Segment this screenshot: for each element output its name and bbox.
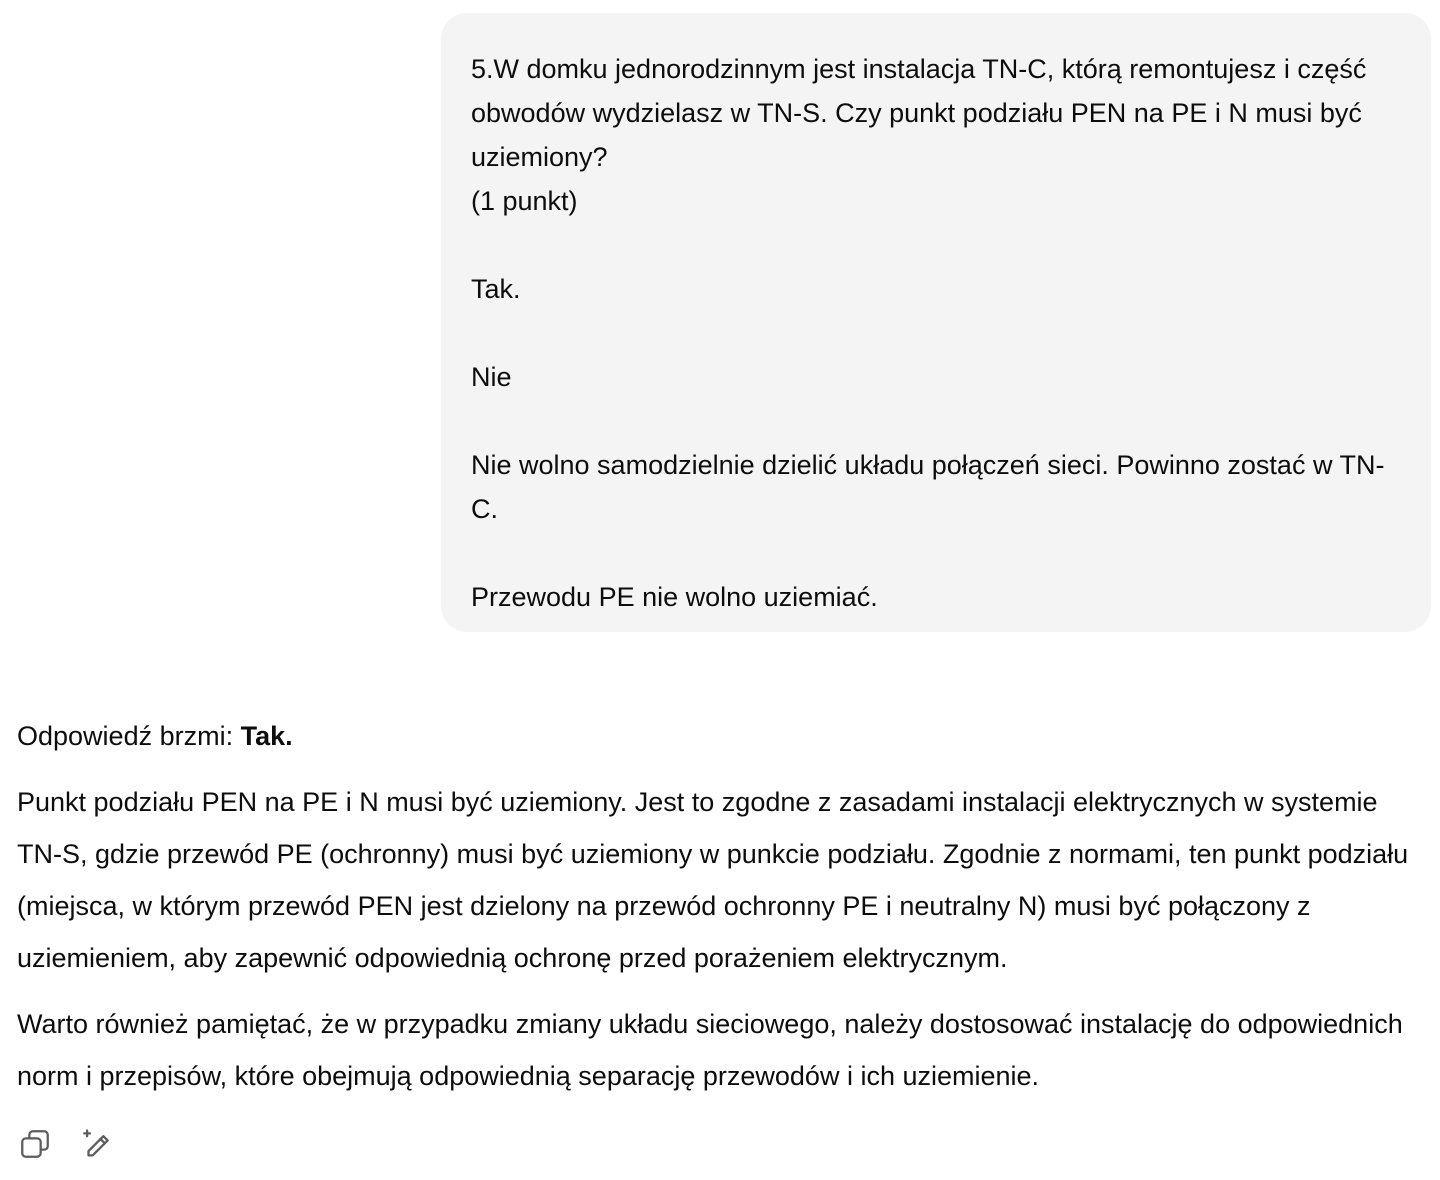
assistant-message [17, 710, 1417, 1102]
assistant-paragraph-2: Warto również pamiętać, że w przypadku zmiany układu sieciowego, należy dostosować instalację do odpowiednich norm i przepisów, które obejmują odpowiednią separację przewodów i ich uziemienie. [17, 1009, 1403, 1091]
user-message-points: (1 punkt) [471, 186, 578, 216]
assistant-answer-intro [17, 710, 1417, 762]
user-message-option-3: Nie wolno samodzielnie dzielić układu połączeń sieci. Powinno zostać w TN-C. [471, 450, 1385, 524]
message-actions [17, 1126, 115, 1162]
user-message-question: 5.W domku jednorodzinnym jest instalacja TN-C, którą remontujesz i część obwodów wydzielasz w TN-S. Czy punkt podziału PEN na PE i N musi być uziemiony? [471, 54, 1374, 172]
user-message-option-4: Przewodu PE nie wolno uziemiać. [471, 582, 878, 612]
user-message-option-2: Nie [471, 362, 512, 392]
assistant-paragraph-1: Punkt podziału PEN na PE i N musi być uziemiony. Jest to zgodne z zasadami instalacji elektrycznych w systemie TN-S, gdzie przewód PE (ochronny) musi być uziemiony w punkcie podziału. Zgodnie z normami, ten punkt podziału (miejsca, w którym przewód PEN jest dzielony na przewód ochronny PE i neutralny N) musi być połączony z uziemieniem, aby zapewnić odpowiednią ochronę przed porażeniem elektrycznym. [17, 787, 1409, 973]
edit-sparkle-icon [80, 1127, 114, 1161]
user-message-bubble [441, 13, 1431, 632]
edit-button[interactable] [79, 1126, 115, 1162]
user-message-option-1: Tak. [471, 274, 521, 304]
copy-icon [18, 1127, 52, 1161]
assistant-answer-value: Tak. [240, 721, 293, 751]
assistant-answer-prefix: Odpowiedź brzmi: [17, 721, 241, 751]
copy-button[interactable] [17, 1126, 53, 1162]
